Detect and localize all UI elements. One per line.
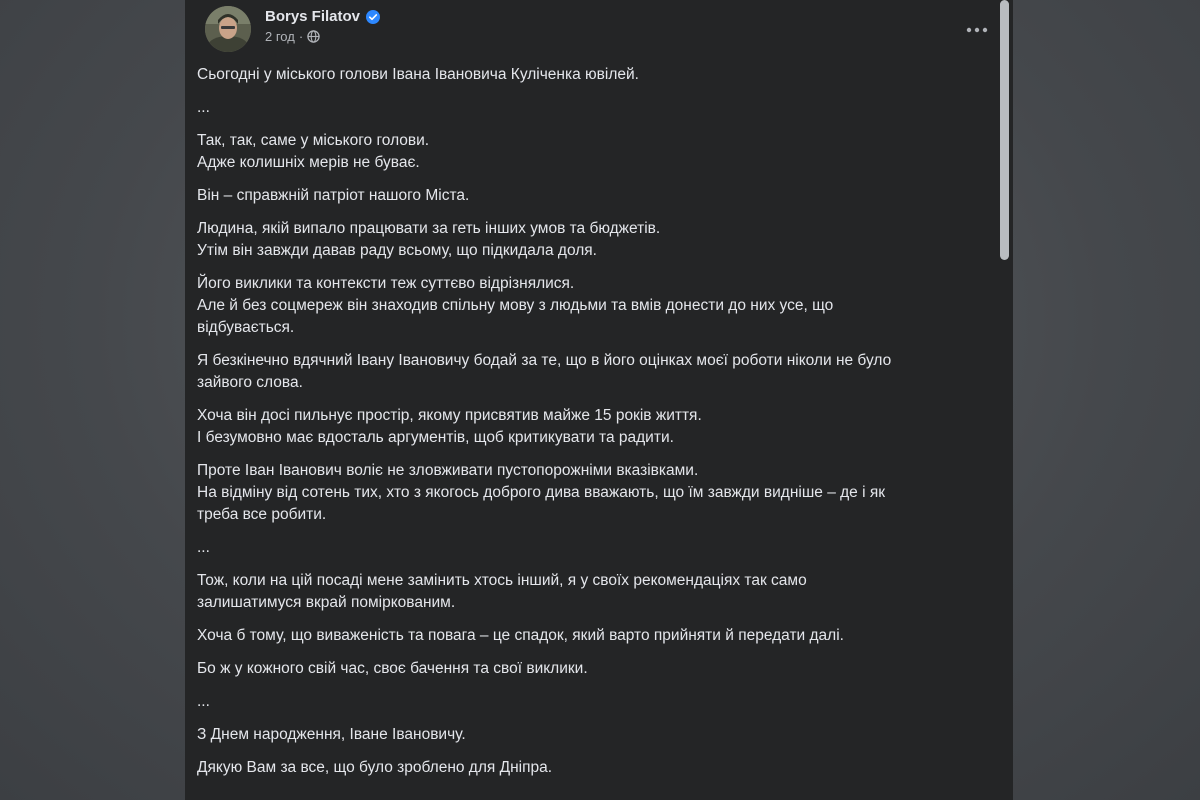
post-text-line: Людина, якій випало працювати за геть інших умов та бюджетів. <box>197 220 661 237</box>
post-text-line: Але й без соцмереж він знаходив спільну мову з людьми та вмів донести до них усе, що <box>197 297 834 314</box>
avatar-photo <box>205 6 251 52</box>
post-text-line: Проте Іван Іванович воліє не зловживати пустопорожніми вказівками. <box>197 462 699 479</box>
scrollbar-thumb[interactable] <box>1000 0 1009 260</box>
post-text-line: Адже колишніх мерів не буває. <box>197 154 420 171</box>
post-meta <box>265 29 380 44</box>
post-text-line: Бо ж у кожного свій час, своє бачення та свої виклики. <box>197 660 588 677</box>
post-timestamp[interactable]: 2 год <box>265 29 295 44</box>
post-paragraph <box>197 273 997 339</box>
post-text <box>197 64 997 790</box>
post-paragraph <box>197 691 997 713</box>
post-paragraph <box>197 625 997 647</box>
post-text-line: ... <box>197 539 210 556</box>
post-paragraph <box>197 460 997 526</box>
post-card <box>185 0 1013 800</box>
post-paragraph <box>197 537 997 559</box>
post-paragraph <box>197 658 997 680</box>
post-text-line: Утім він завжди давав раду всьому, що підкидала доля. <box>197 242 597 259</box>
avatar[interactable] <box>205 6 251 52</box>
post-text-line: І безумовно має вдосталь аргументів, щоб критикувати та радити. <box>197 429 674 446</box>
post-text-line: Він – справжній патріот нашого Міста. <box>197 187 470 204</box>
post-paragraph <box>197 185 997 207</box>
meta-separator: · <box>298 29 304 44</box>
post-header <box>197 4 997 52</box>
post-paragraph <box>197 97 997 119</box>
more-horizontal-icon <box>966 27 988 33</box>
post-text-line: залишатимуся вкрай поміркованим. <box>197 594 456 611</box>
post-paragraph <box>197 64 997 86</box>
post-text-line: Тож, коли на цій посаді мене замінить хтось інший, я у своїх рекомендаціях так само <box>197 572 807 589</box>
post-text-line: Його виклики та контексти теж суттєво відрізнялися. <box>197 275 575 292</box>
post-text-line: відбувається. <box>197 319 295 336</box>
post-text-line: треба все робити. <box>197 506 327 523</box>
post-text-line: Дякую Вам за все, що було зроблено для Дніпра. <box>197 759 553 776</box>
author-block <box>265 8 380 44</box>
post-text-line: З Днем народження, Іване Івановичу. <box>197 726 466 743</box>
post-text-line: Хоча він досі пильнує простір, якому присвятив майже 15 років життя. <box>197 407 702 424</box>
post-paragraph <box>197 724 997 746</box>
post-paragraph <box>197 350 997 394</box>
verified-badge-icon <box>366 10 380 24</box>
post-paragraph <box>197 218 997 262</box>
post-text-line: Я безкінечно вдячний Івану Івановичу бодай за те, що в його оцінках моєї роботи ніколи не було <box>197 352 892 369</box>
post-paragraph <box>197 405 997 449</box>
more-options-button[interactable] <box>959 12 995 48</box>
post-text-line: Так, так, саме у міського голови. <box>197 132 430 149</box>
post-text-line: зайвого слова. <box>197 374 303 391</box>
post-paragraph <box>197 757 997 779</box>
author-row <box>265 8 380 25</box>
post-text-line: ... <box>197 99 210 116</box>
author-name[interactable]: Borys Filatov <box>265 8 361 25</box>
post-paragraph <box>197 130 997 174</box>
post-text-line: Сьогодні у міського голови Івана Івановича Куліченка ювілей. <box>197 66 639 83</box>
post-text-line: ... <box>197 693 210 710</box>
post-paragraph <box>197 570 997 614</box>
post-text-line: Хоча б тому, що виваженість та повага – це спадок, який варто прийняти й передати далі. <box>197 627 844 644</box>
globe-icon[interactable] <box>307 30 320 43</box>
post-text-line: На відміну від сотень тих, хто з якогось доброго дива вважають, що їм завжди видніше – де і як <box>197 484 886 501</box>
